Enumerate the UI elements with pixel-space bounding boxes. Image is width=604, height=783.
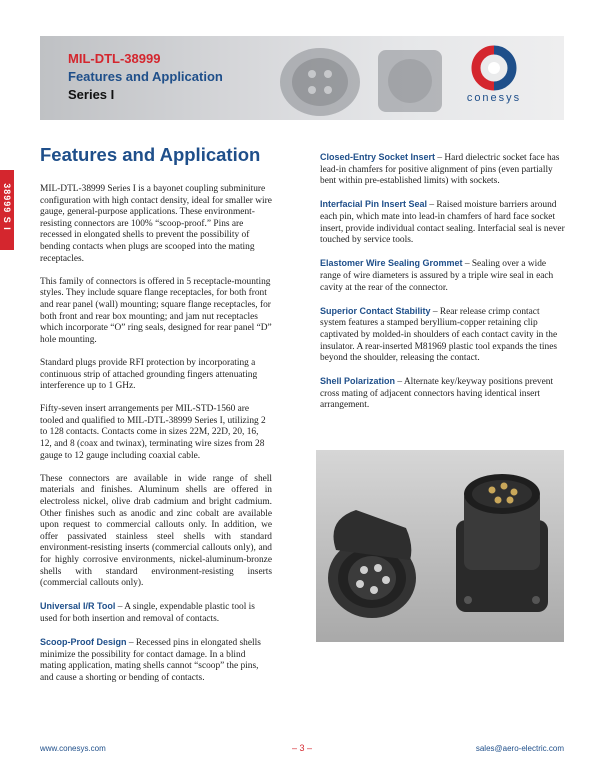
page-number: – 3 – xyxy=(291,743,313,753)
feature-text: – Sealing over a wide range of wire diameters is assured by a triple wire seal in each cavity at the rear of the connector. xyxy=(320,259,554,293)
feature-text: – Recessed pins in elongated shells minimize the possibility for contact damage. In a blind mating application, mating shells cannot “scoop” the pins, and cause a shorting or bending of contacts. xyxy=(40,638,261,683)
feature-universal-tool xyxy=(40,601,272,625)
side-tab-series xyxy=(0,170,14,250)
feature-text: – Alternate key/keyway positions prevent cross mating of adjacent connectors having identical insert arrangement. xyxy=(320,377,554,411)
footer-email-link[interactable]: sales@aero-electric.com xyxy=(475,744,564,753)
conesys-logo xyxy=(454,44,534,114)
feature-text: – A single, expendable plastic tool is used for both insertion and removal of contacts. xyxy=(40,602,255,624)
feature-text: – Rear release crimp contact system features a stamped beryllium-copper retaining clip captivated by molded-in shoulders of each contact cavity in the insulator. A rear-inserted M81969 plastic tool expands the tines beyond the shoulder, releasing the contact. xyxy=(320,306,558,364)
footer-website-link[interactable]: www.conesys.com xyxy=(40,744,106,753)
feature-scoop-proof xyxy=(40,637,272,684)
rfi-paragraph: Standard plugs provide RFI protection by incorporating a continuous strip of attached grounding fingers attenuating interference up to 1 GHz. xyxy=(40,357,258,392)
feature-term: Elastomer Wire Sealing Grommet xyxy=(320,258,463,269)
connector-photo-icon xyxy=(316,450,564,642)
left-column xyxy=(40,184,272,696)
feature-contact-stability xyxy=(320,306,566,365)
mounting-styles-paragraph: This family of connectors is offered in 5 receptacle-mounting styles. They include square flange receptacles, for both front and rear panel (wall) mounting; square flange receptacles, for both front and rear box mounting; and jam nut receptacles which incorporate “O” ring seals, designed for rear panel “D” hole mounting. xyxy=(40,276,272,345)
feature-text: – Hard dielectric socket face has lead-in chamfers for positive alignment of pins (even partially bent within pre-established limits) with sockets. xyxy=(320,153,560,187)
shell-materials-paragraph: These connectors are available in wide range of shell materials and finishes. Aluminum shells are offered in electroless nickel, olive drab cadmium and bright cadmium. Other finishes such as anodic and zinc cobalt are available upon request to commercial callouts only. In addition, we offer passivated stainless steel shells with standard environment-resisting inserts (commercial callouts only), and for highly corrosive environments, nickel-aluminum-bronze shells with standard environment-resisting inserts (commercial callouts only). xyxy=(40,473,272,589)
feature-term: Shell Polarization xyxy=(320,376,396,387)
header-title-line1: MIL-DTL-38999 xyxy=(68,51,161,66)
feature-term: Superior Contact Stability xyxy=(320,305,431,316)
feature-term: Universal I/R Tool xyxy=(40,601,116,612)
logo-wordmark: conesys xyxy=(466,92,522,104)
header-banner xyxy=(40,36,564,120)
right-column xyxy=(320,152,566,424)
header-title-line3: Series I xyxy=(68,87,115,102)
insert-arrangements-paragraph: Fifty-seven insert arrangements per MIL-STD-1560 are tooled and qualified to MIL-DTL-38999 Series I, utilizing 2 to 128 contacts. Contacts come in sizes 22M, 22D, 20, 16, 12, and 8 (coax and twinax), terminating wire sizes from 28 gauge to 12 gauge including coaxial cable. xyxy=(40,404,266,461)
feature-closed-entry xyxy=(320,152,566,188)
header-connector-photo xyxy=(250,36,460,120)
page-title: Features and Application xyxy=(40,144,261,165)
conesys-logo-mark-icon xyxy=(454,44,534,92)
intro-paragraph: MIL-DTL-38999 Series I is a bayonet coupling subminiture configuration with high contact density, ideal for smaller wire gauge, general-purpose applications. These environment-resisting connectors are 100% “scoop-proof.” Pins are recessed in elongated shells to prevent the possibility of bending contacts when plugs are scooped into the mating receptacles. xyxy=(40,184,272,264)
feature-term: Interfacial Pin Insert Seal xyxy=(320,199,428,210)
feature-shell-polarization xyxy=(320,376,566,412)
feature-text: – Raised moisture barriers around each pin, which mate into lead-in chamfers of hard face socket insert, provide individual contact sealing. Interfacial seal is never touched by service tools. xyxy=(320,200,565,246)
connector-product-photo xyxy=(316,450,564,642)
feature-interfacial-seal xyxy=(320,199,566,246)
header-title-line2: Features and Application xyxy=(68,69,223,84)
feature-term: Closed-Entry Socket Insert xyxy=(320,152,436,162)
side-tab-label: 38999 S I xyxy=(2,183,12,231)
feature-grommet xyxy=(320,258,566,294)
feature-term: Scoop-Proof Design xyxy=(40,637,127,648)
